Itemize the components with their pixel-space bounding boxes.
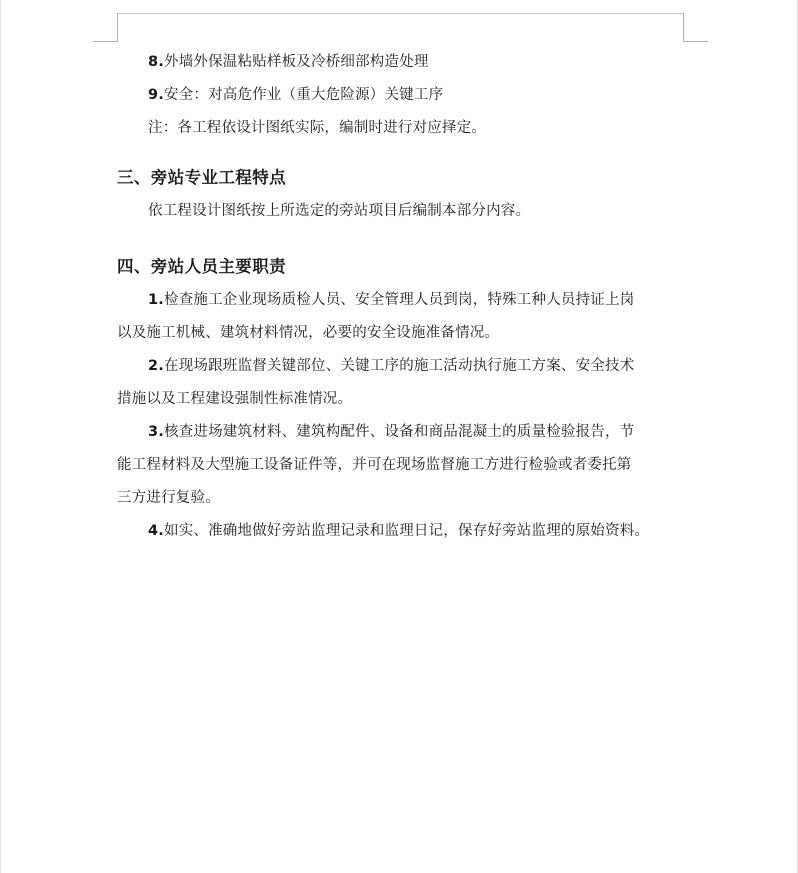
duty-text-line2: 以及施工机械、建筑材料情况，必要的安全设施准备情况。 <box>117 325 500 341</box>
document-body <box>117 46 687 548</box>
section-4-heading: 四、旁站人员主要职责 <box>117 257 286 276</box>
list-number: 8. <box>148 54 164 70</box>
page-top-margin-line <box>117 13 683 14</box>
duty-text-line3: 三方进行复验。 <box>117 490 220 506</box>
duty-text-line1: 检查施工企业现场质检人员、安全管理人员到岗，特殊工种人员持证上岗 <box>164 292 635 308</box>
duty-item-2 <box>117 350 687 416</box>
duty-text-line1: 核查进场建筑材料、建筑构配件、设备和商品混凝土的质量检验报告，节 <box>164 424 635 440</box>
duty-item-3 <box>117 416 687 515</box>
crop-mark-left-vertical <box>117 13 118 42</box>
section-3-heading: 三、旁站专业工程特点 <box>117 168 286 187</box>
duty-text-line2: 能工程材料及大型施工设备证件等，并可在现场监督施工方进行检验或者委托第 <box>117 457 632 473</box>
crop-mark-left-horizontal <box>93 41 118 42</box>
duty-item-1 <box>117 284 687 350</box>
duty-text-line2: 措施以及工程建设强制性标准情况。 <box>117 391 353 407</box>
list-number: 3. <box>148 424 164 440</box>
note-text: 注：各工程依设计图纸实际，编制时进行对应择定。 <box>148 120 487 136</box>
list-number: 9. <box>148 87 164 103</box>
list-text: 外墙外保温粘贴样板及冷桥细部构造处理 <box>164 54 429 70</box>
duty-text-line1: 在现场跟班监督关键部位、关键工序的施工活动执行施工方案、安全技术 <box>164 358 635 374</box>
duty-text-line1: 如实、准确地做好旁站监理记录和监理日记，保存好旁站监理的原始资料。 <box>164 523 650 539</box>
duty-item-4 <box>117 515 687 548</box>
list-item-9 <box>117 79 687 112</box>
list-number: 2. <box>148 358 164 374</box>
list-item-8 <box>117 46 687 79</box>
crop-mark-right-vertical <box>683 13 684 42</box>
list-number: 4. <box>148 523 164 539</box>
section-3-body: 依工程设计图纸按上所选定的旁站项目后编制本部分内容。 <box>148 203 531 219</box>
list-text: 安全：对高危作业（重大危险源）关键工序 <box>164 87 444 103</box>
crop-mark-right-horizontal <box>683 41 708 42</box>
list-number: 1. <box>148 292 164 308</box>
